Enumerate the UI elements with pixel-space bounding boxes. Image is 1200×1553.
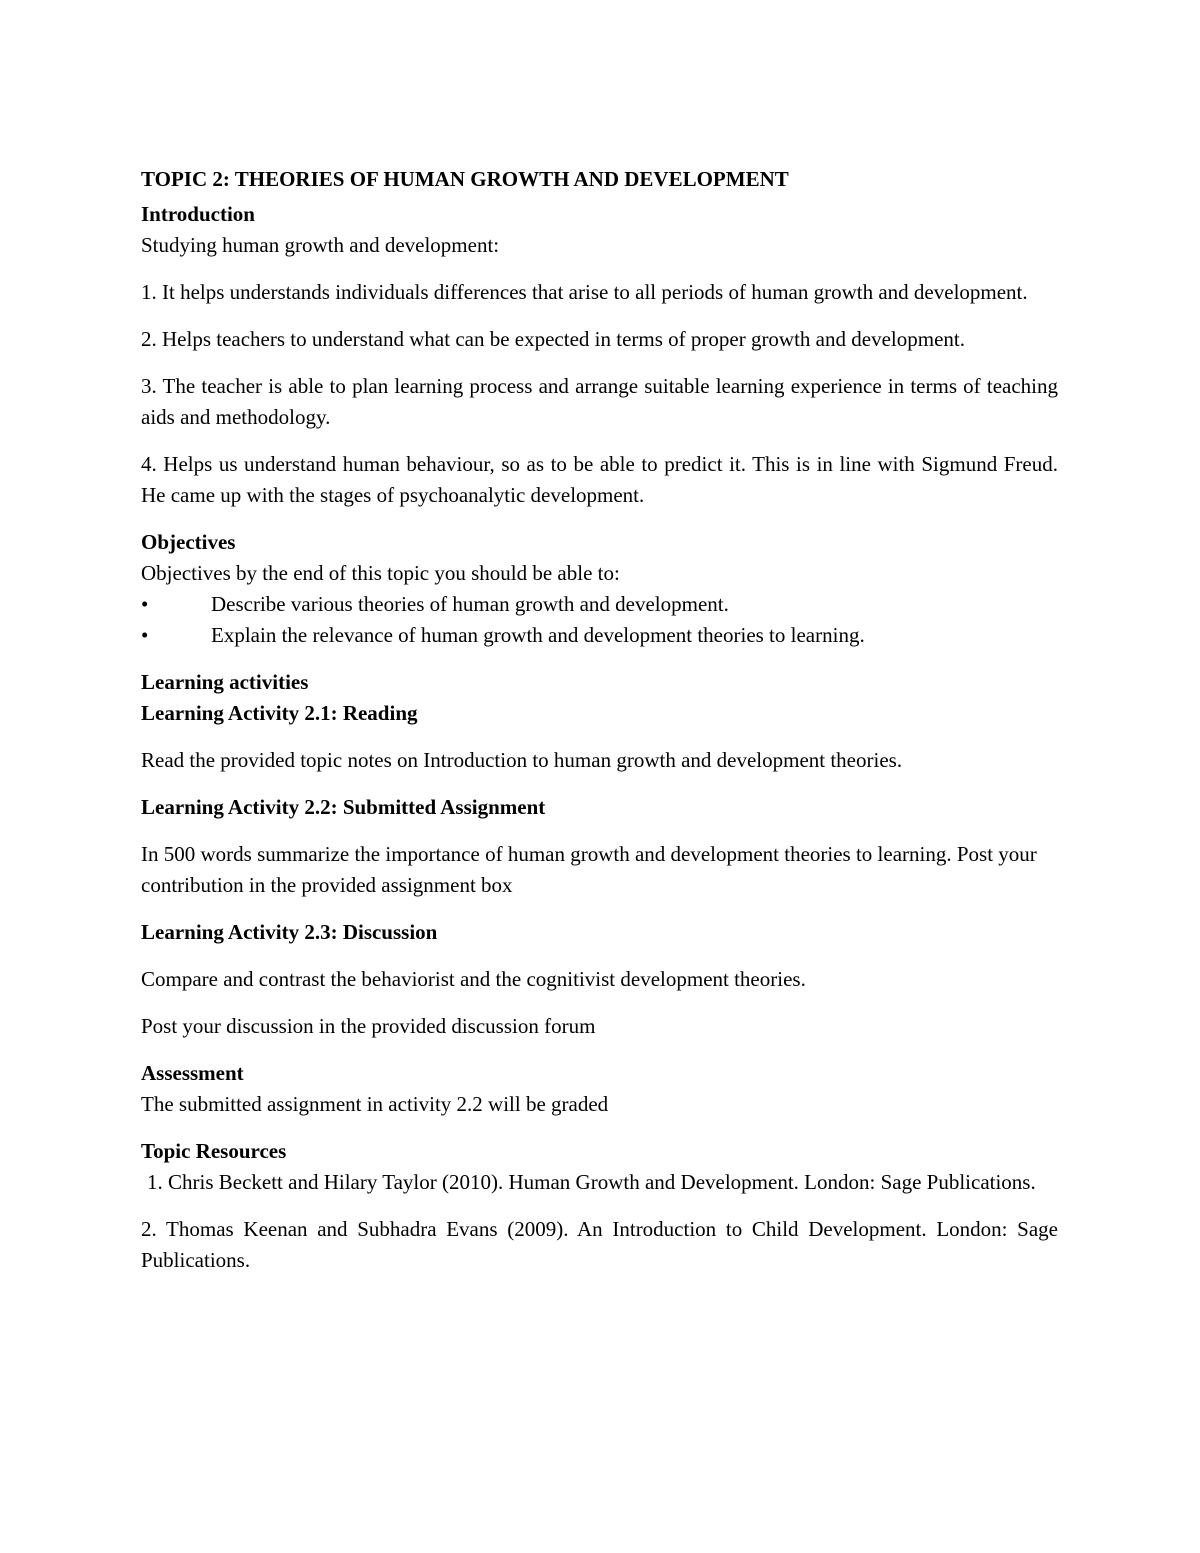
introduction-point-2: 2. Helps teachers to understand what can be expected in terms of proper growth and development.	[141, 327, 965, 351]
introduction-lead: Studying human growth and development:	[141, 233, 500, 257]
activity-2-2-heading: Learning Activity 2.2: Submitted Assignment	[141, 795, 546, 819]
assessment-heading: Assessment	[141, 1061, 244, 1085]
objectives-heading: Objectives	[141, 530, 236, 554]
activity-2-1-text: Read the provided topic notes on Introduction to human growth and development theories.	[141, 748, 903, 772]
introduction-point-1: 1. It helps understands individuals differences that arise to all periods of human growth and development.	[141, 280, 1028, 304]
bullet-icon: •	[141, 623, 149, 647]
assessment-text: The submitted assignment in activity 2.2 will be graded	[141, 1092, 609, 1116]
objective-text: Explain the relevance of human growth and development theories to learning.	[211, 623, 865, 647]
activity-2-3-heading: Learning Activity 2.3: Discussion	[141, 920, 438, 944]
objective-text: Describe various theories of human growth and development.	[211, 592, 729, 616]
page-title: TOPIC 2: THEORIES OF HUMAN GROWTH AND DEVELOPMENT	[141, 167, 789, 191]
learning-activities-heading: Learning activities	[141, 670, 309, 694]
activity-2-1-heading: Learning Activity 2.1: Reading	[141, 701, 418, 725]
activity-2-3-text-2: Post your discussion in the provided discussion forum	[141, 1014, 596, 1038]
introduction-point-3: 3. The teacher is able to plan learning process and arrange suitable learning experience in terms of teaching aids and methodology.	[141, 374, 1058, 429]
introduction-heading: Introduction	[141, 202, 255, 226]
introduction-point-4: 4. Helps us understand human behaviour, so as to be able to predict it. This is in line with Sigmund Freud. He came up with the stages of psychoanalytic development.	[141, 452, 1058, 507]
document-content	[141, 164, 1058, 1276]
activity-2-2-text: In 500 words summarize the importance of human growth and development theories to learning. Post your contribution in the provided assignment box	[141, 842, 1037, 897]
objective-item-2	[141, 620, 1058, 651]
objectives-lead: Objectives by the end of this topic you should be able to:	[141, 561, 620, 585]
resource-item-1: 1. Chris Beckett and Hilary Taylor (2010). Human Growth and Development. London: Sage Publications.	[147, 1170, 1036, 1194]
activity-2-3-text-1: Compare and contrast the behaviorist and the cognitivist development theories.	[141, 967, 806, 991]
bullet-icon: •	[141, 592, 149, 616]
resource-item-2: 2. Thomas Keenan and Subhadra Evans (2009). An Introduction to Child Development. London: Sage Publications.	[141, 1217, 1058, 1272]
topic-resources-heading: Topic Resources	[141, 1139, 287, 1163]
objective-item-1	[141, 589, 1058, 620]
